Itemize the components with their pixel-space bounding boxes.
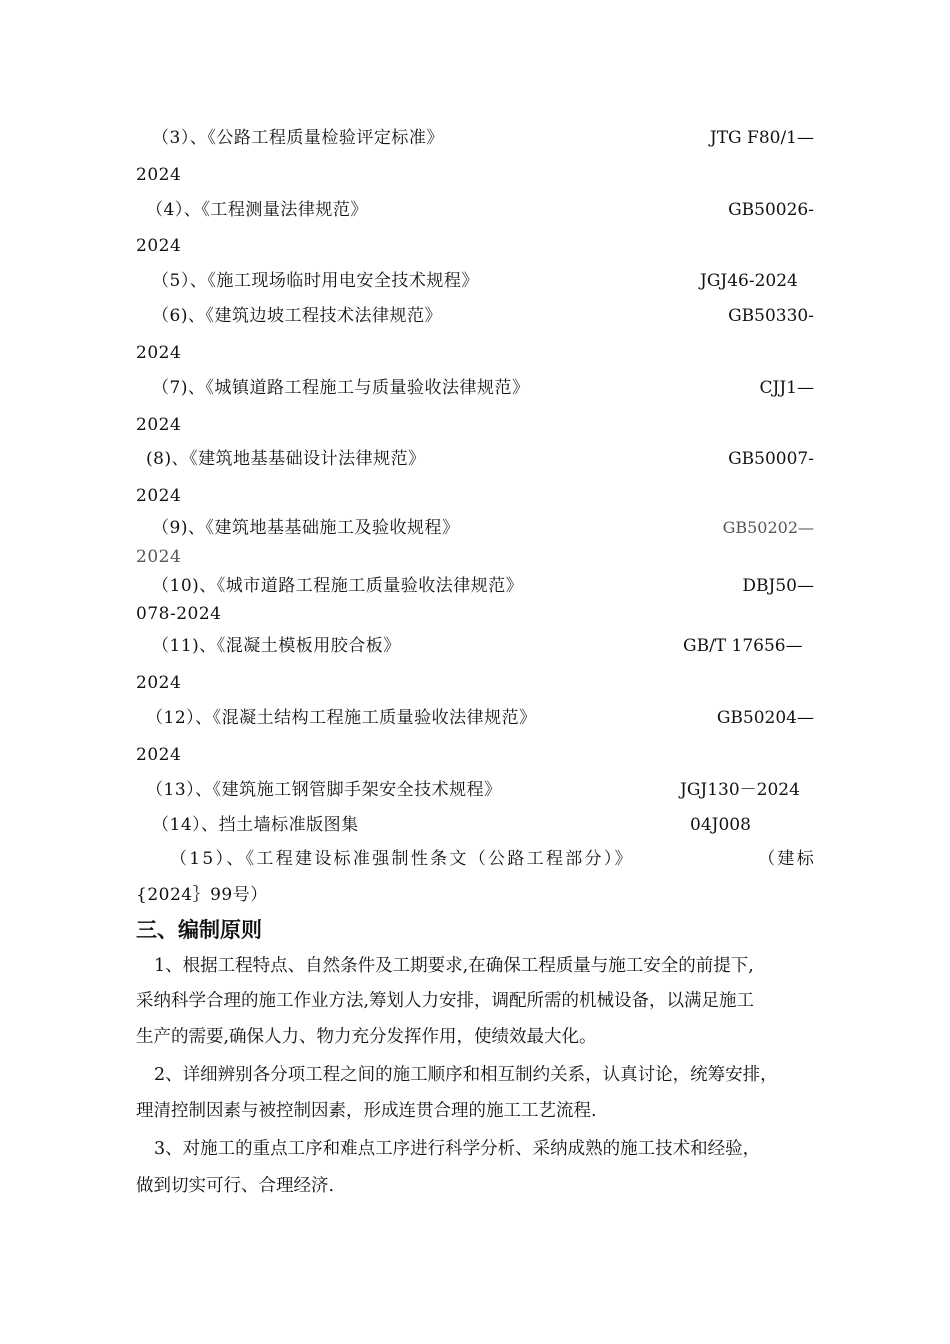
standard-15-title: （15）、《工程建设标准强制性条文（公路工程部分）》 [170, 849, 634, 869]
standard-4-title: （4）、《工程测量法律规范》 [146, 200, 368, 220]
standard-8-title: (8)、《建筑地基基础设计法律规范》 [146, 449, 426, 469]
standard-15-code: （建标 [758, 849, 816, 869]
standard-12-year: 2024 [136, 745, 182, 765]
standard-13-code: JGJ130－2024 [680, 780, 800, 800]
standard-9-title: （9)、《建筑地基基础施工及验收规程》 [152, 518, 460, 538]
standard-11-title: （11)、《混凝土模板用胶合板》 [152, 636, 401, 656]
standard-3-year: 2024 [136, 165, 182, 185]
paragraph-1-line-1: 1、根据工程特点、自然条件及工期要求,在确保工程质量与施工安全的前提下, [154, 956, 754, 976]
section-heading: 三、编制原则 [136, 918, 262, 942]
paragraph-3-line-1: 3、对施工的重点工序和难点工序进行科学分析、采纳成熟的施工技术和经验， [154, 1139, 761, 1159]
standard-12-title: （12）、《混凝土结构工程施工质量验收法律规范》 [146, 708, 537, 728]
standard-4-code: GB50026- [728, 200, 814, 220]
standard-7-title: （7)、《城镇道路工程施工与质量验收法律规范》 [152, 378, 530, 398]
standard-6-title: （6)、《建筑边坡工程技术法律规范》 [152, 306, 442, 326]
standard-13-title: （13）、《建筑施工钢管脚手架安全技术规程》 [146, 780, 502, 800]
standard-5-title: （5）、《施工现场临时用电安全技术规程》 [152, 271, 479, 291]
standard-7-code: CJJ1— [759, 378, 814, 398]
standard-10-title: （10)、《城市道路工程施工质量验收法律规范》 [152, 576, 524, 596]
standard-10-code: DBJ50— [742, 576, 814, 596]
standard-9-year: 2024 [136, 547, 182, 567]
standard-14-code: 04J008 [690, 815, 751, 835]
paragraph-2-line-2: 理清控制因素与被控制因素，形成连贯合理的施工工艺流程. [136, 1101, 597, 1121]
standard-5-code: JGJ46-2024 [700, 271, 798, 291]
paragraph-1-line-3: 生产的需要,确保人力、物力充分发挥作用，使绩效最大化。 [136, 1027, 597, 1047]
standard-3-code: JTG F80/1— [709, 128, 814, 148]
standard-8-year: 2024 [136, 486, 182, 506]
standard-10-year: 078-2024 [136, 604, 222, 624]
standard-4-year: 2024 [136, 236, 182, 256]
standard-11-year: 2024 [136, 673, 182, 693]
paragraph-3-line-2: 做到切实可行、合理经济. [136, 1176, 335, 1196]
standard-7-year: 2024 [136, 415, 182, 435]
standard-15-year: {2024｝99号） [136, 885, 268, 905]
standard-9-code: GB50202— [722, 518, 814, 537]
paragraph-1-line-2: 采纳科学合理的施工作业方法,筹划人力安排，调配所需的机械设备，以满足施工 [136, 991, 755, 1011]
standard-3-title: （3）、《公路工程质量检验评定标准》 [152, 128, 444, 148]
standard-12-code: GB50204— [716, 708, 814, 728]
standard-14-title: （14）、挡土墙标准版图集 [152, 815, 359, 835]
standard-6-year: 2024 [136, 343, 182, 363]
paragraph-2-line-1: 2、详细辨别各分项工程之间的施工顺序和相互制约关系，认真讨论，统筹安排， [154, 1065, 778, 1085]
standard-6-code: GB50330- [728, 306, 814, 326]
standard-8-code: GB50007- [728, 449, 814, 469]
standard-11-code: GB/T 17656— [683, 636, 803, 656]
